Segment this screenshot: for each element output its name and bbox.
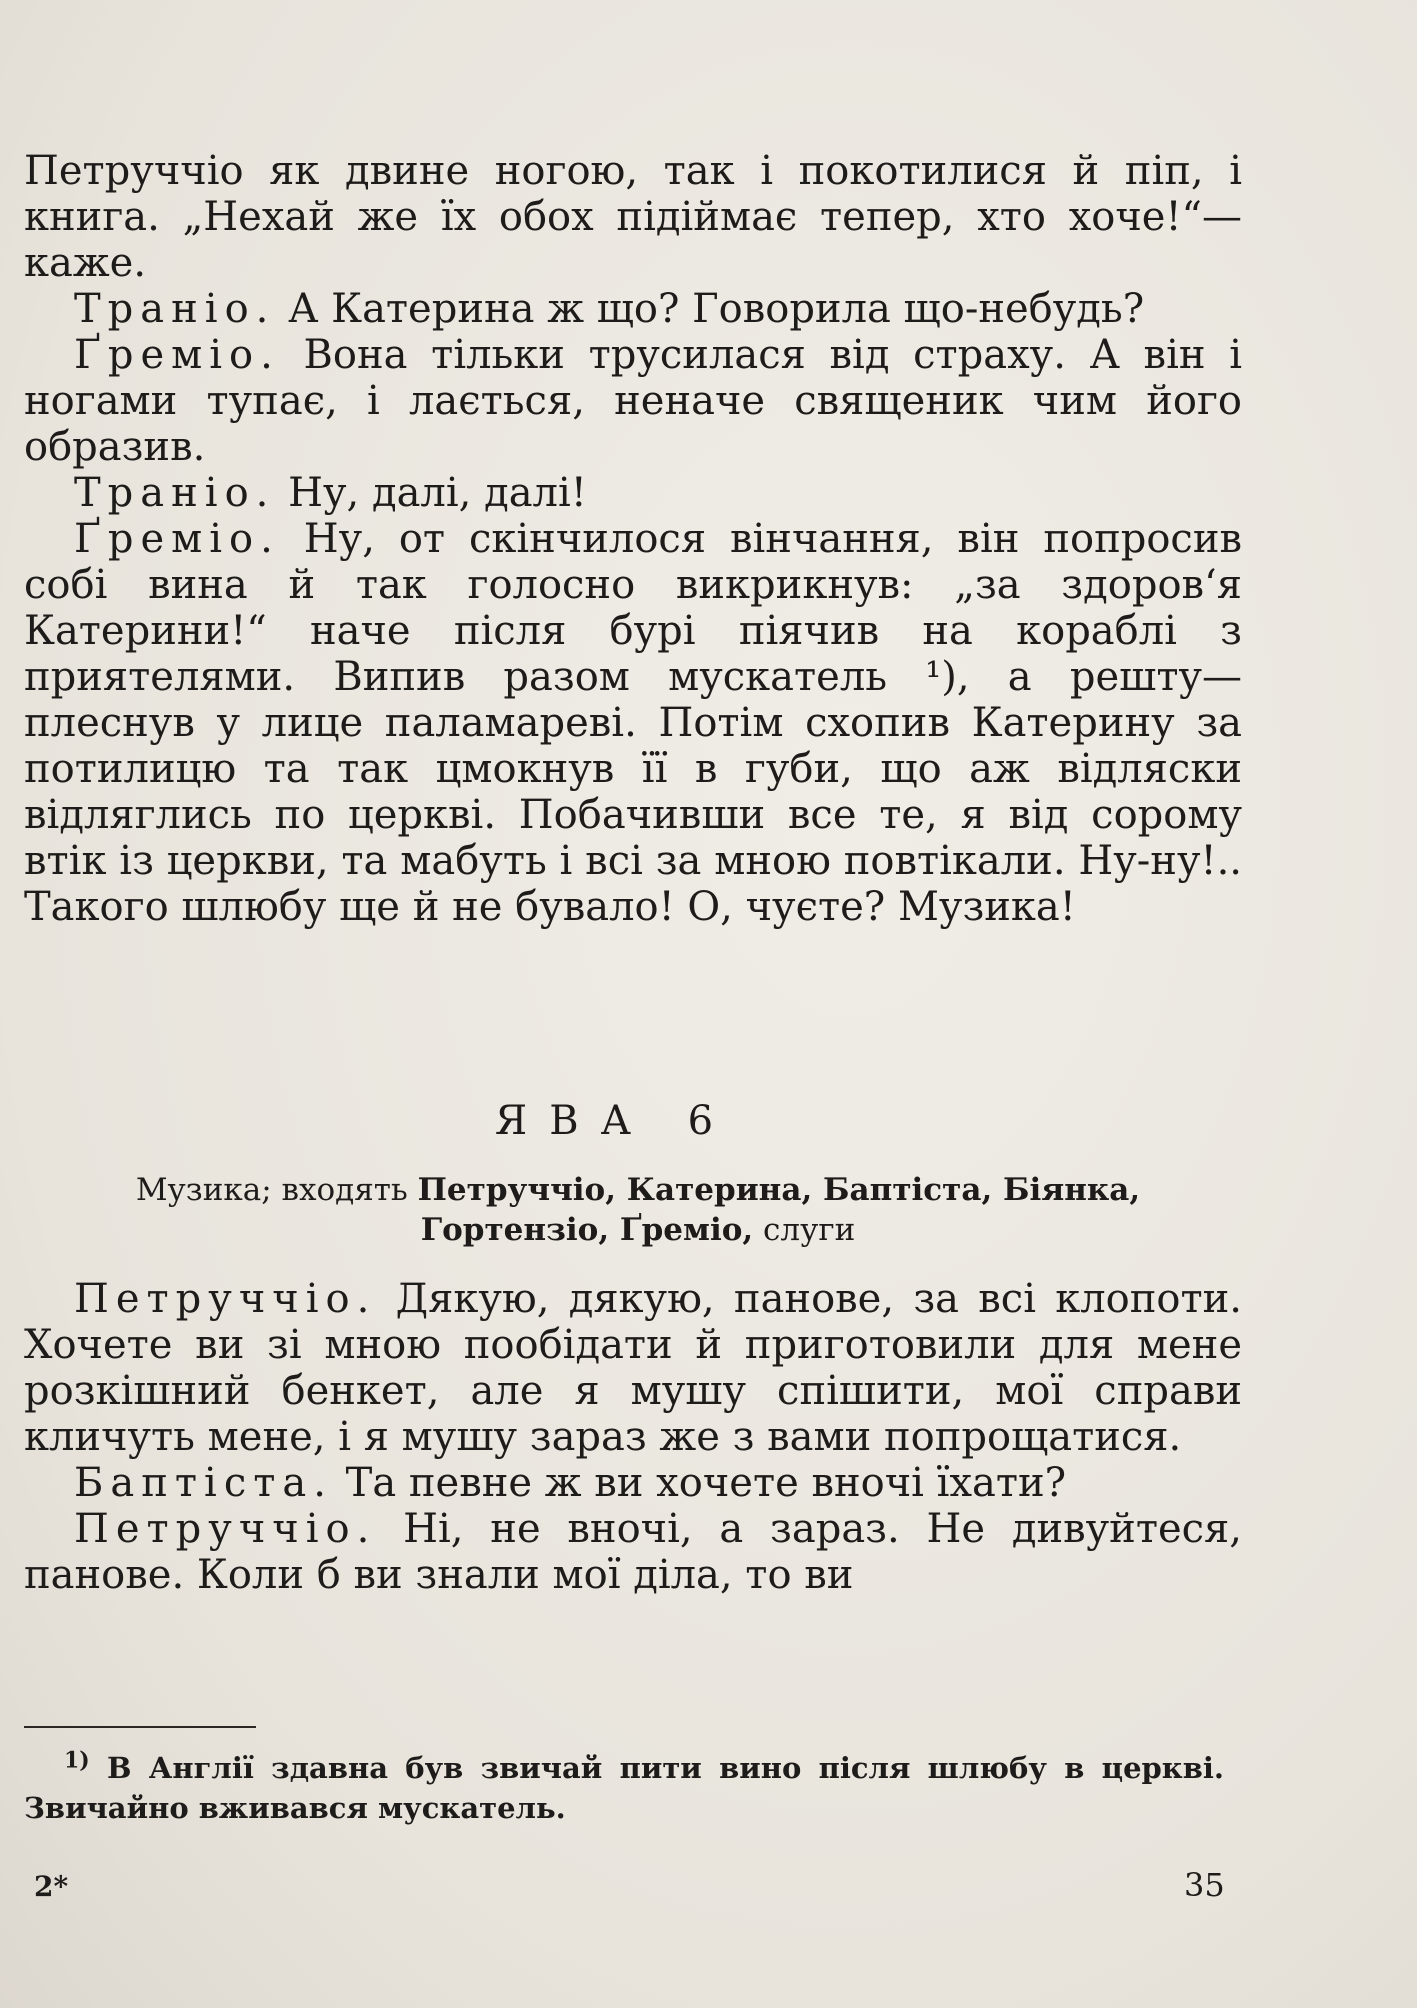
paragraph-6	[24, 1460, 1242, 1506]
paragraph-text: Та певне ж ви хочете вночі їхати?	[332, 1460, 1067, 1506]
footnote	[24, 1748, 1224, 1828]
speaker-name: Ґреміо.	[74, 332, 280, 378]
printer-signature: 2*	[34, 1870, 69, 1903]
paragraph-2	[24, 332, 1242, 470]
paragraph-text: Дякую, дякую, панове, за всі клопоти. Хочете ви зі мною пообідати й приготовили для мене розкішний бенкет, але я мушу спішити, мої справи кличуть мене, і я мушу зараз же з вами попрощатися.	[24, 1276, 1242, 1460]
paragraph-7	[24, 1506, 1242, 1598]
stage-suffix: слуги	[753, 1212, 856, 1248]
paragraph-text: Вона тільки трусилася від страху. А він і ногами тупає, і лається, неначе священик чим його образив.	[24, 332, 1242, 470]
paragraph-4	[24, 516, 1242, 930]
stage-direction	[50, 1170, 1226, 1250]
footnote-text: В Англії здавна був звичай пити вино після шлюбу в церкві. Звичайно вживався мускатель.	[24, 1751, 1224, 1825]
dialogue-block-bottom	[24, 1276, 1242, 1598]
paragraph-text: Ні, не вночі, а зараз. Не дивуйтеся, панове. Коли б ви знали мої діла, то ви	[24, 1506, 1242, 1598]
speaker-name: Баптіста.	[74, 1460, 333, 1506]
stage-characters: Петруччіо, Катерина, Баптіста, Біянка, Гортензіо, Ґреміо,	[417, 1172, 1141, 1248]
paragraph-3	[24, 470, 1242, 516]
paragraph-text: Ну, далі, далі!	[275, 470, 587, 516]
dialogue-block-top	[24, 148, 1242, 930]
speaker-name: Траніо.	[74, 286, 276, 332]
paragraph-text: Ну, от скінчилося вінчання, він попросив собі вина й так голосно викрикнув: „за здоров‘я Катерини!“ наче після бурі піячив на кораблі з приятелями. Випив разом мускатель ¹), а решту—плеснув у лице паламареві. Потім схопив Катерину за потилицю та так цмокнув її в губи, що аж відляски відляглись по церкві. Побачивши все те, я від сорому втік із церкви, та мабуть і всі за мною повтікали. Ну-ну!.. Такого шлюбу ще й не бувало! О, чуєте? Музика!	[24, 516, 1242, 930]
paragraph-text: А Катерина ж що? Говорила що-небудь?	[275, 286, 1145, 332]
paragraph-5	[24, 1276, 1242, 1460]
speaker-name: Петруччіо.	[74, 1506, 377, 1552]
speaker-name: Траніо.	[74, 470, 276, 516]
scene-title: ЯВА 6	[494, 1098, 736, 1144]
stage-prefix: Музика; входять	[135, 1172, 418, 1208]
footnote-divider	[24, 1726, 256, 1728]
speaker-name: Петруччіо.	[74, 1276, 377, 1322]
paragraph-text: Петруччіо як двине ногою, так і покотилися й піп, і книга. „Нехай же їх обох підіймає тепер, хто хоче!“—каже.	[24, 148, 1242, 286]
footnote-marker: 1)	[64, 1747, 90, 1774]
page-number: 35	[1184, 1866, 1225, 1904]
paragraph-1	[24, 286, 1242, 332]
speaker-name: Ґреміо.	[74, 516, 280, 562]
paragraph-0	[24, 148, 1242, 286]
